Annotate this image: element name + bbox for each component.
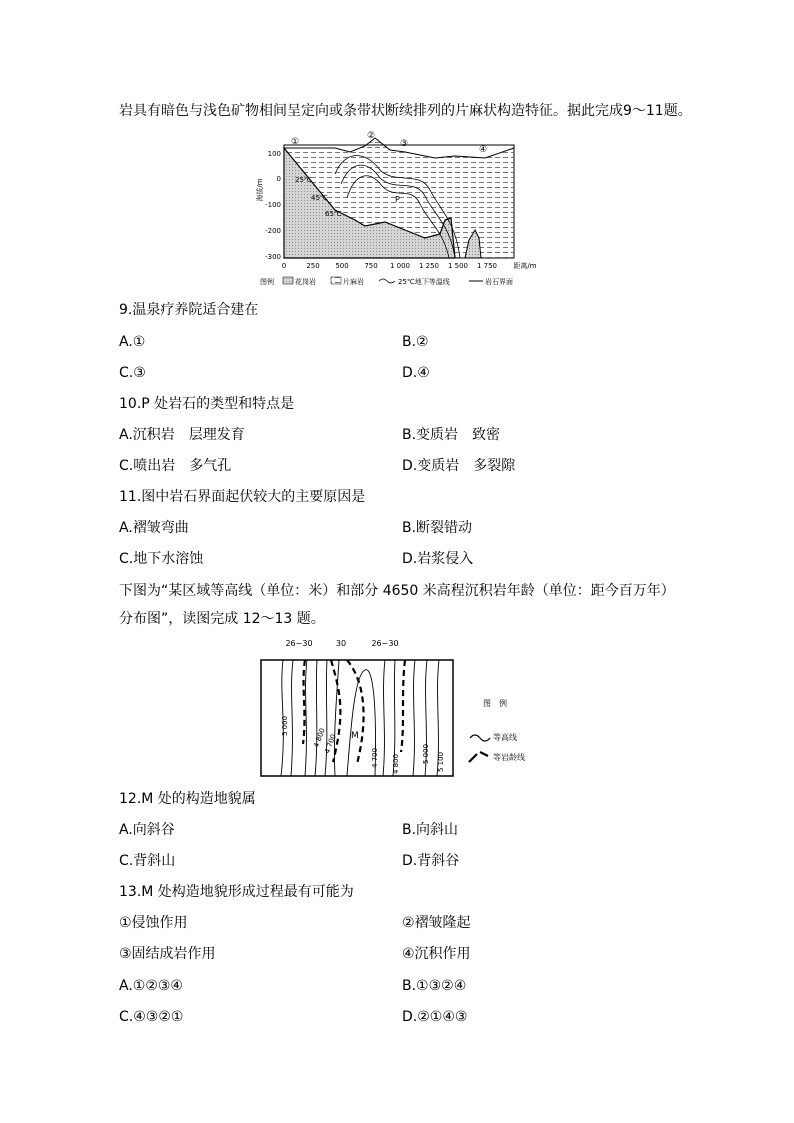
- y-axis-label: 海拔/m: [256, 178, 264, 202]
- q10-option-c[interactable]: C.喷出岩 多气孔: [119, 458, 232, 474]
- q12-option-c[interactable]: C.背斜山: [119, 853, 176, 869]
- age-label: 26~30: [285, 639, 313, 648]
- q10-option-d[interactable]: D.变质岩 多裂隙: [402, 458, 516, 474]
- q13-option-c[interactable]: C.④③②①: [119, 1009, 184, 1025]
- age-label: 26~30: [371, 639, 399, 648]
- legend-granite: 花岗岩: [295, 278, 316, 286]
- figure-cross-section: [255, 130, 545, 290]
- x-tick: 1 250: [418, 262, 440, 270]
- contour-label: 4 800: [392, 753, 400, 774]
- x-tick: 1 750: [476, 262, 498, 270]
- y-tick: -100: [265, 201, 281, 209]
- q11-option-c[interactable]: C.地下水溶蚀: [119, 551, 204, 567]
- x-tick: 0: [281, 262, 287, 270]
- marker-3: ③: [400, 139, 409, 149]
- legend-gneiss-swatch: [331, 277, 341, 284]
- q12-stem: 12.M 处的构造地貌属: [119, 791, 256, 807]
- contour-label: 4 700: [323, 733, 338, 755]
- q12-option-b[interactable]: B.向斜山: [402, 822, 459, 838]
- q13-statement-2: ②褶皱隆起: [402, 915, 471, 931]
- marker-4: ④: [479, 145, 488, 155]
- legend-contour: 等高线: [493, 733, 517, 742]
- point-p: P: [395, 195, 400, 204]
- q9-option-c[interactable]: C.③: [119, 365, 146, 381]
- q11-option-d[interactable]: D.岩浆侵入: [402, 551, 474, 567]
- legend-isotherm: 25℃地下等温线: [398, 278, 450, 286]
- contour-label: 5 000: [422, 743, 430, 764]
- isotherm-label: 45℃: [311, 194, 328, 202]
- legend-title: 图例: [260, 278, 274, 286]
- q11-option-b[interactable]: B.断裂错动: [402, 520, 473, 536]
- q13-statement-3: ③固结成岩作用: [119, 946, 216, 962]
- x-unit: 距离/m: [513, 262, 537, 270]
- q13-statement-4: ④沉积作用: [402, 946, 471, 962]
- x-tick: 250: [306, 262, 320, 270]
- contour-label: 4 800: [312, 727, 327, 749]
- contour-label: 4 700: [371, 747, 379, 768]
- q13-stem: 13.M 处构造地貌形成过程最有可能为: [119, 884, 354, 900]
- q11-option-a[interactable]: A.褶皱弯曲: [119, 520, 189, 536]
- q12-option-d[interactable]: D.背斜谷: [402, 853, 460, 869]
- figure-contour-map: [255, 634, 545, 780]
- legend-title: 图 例: [483, 699, 507, 708]
- q13-statement-1: ①侵蚀作用: [119, 915, 188, 931]
- q10-option-b[interactable]: B.变质岩 致密: [402, 427, 501, 443]
- y-tick: -300: [265, 253, 281, 261]
- x-tick: 1 000: [389, 262, 411, 270]
- marker-2: ②: [367, 131, 376, 141]
- legend-isotherm-line: [379, 279, 395, 283]
- contour-label: 5 000: [281, 715, 289, 736]
- isotherm-label: 65℃: [325, 210, 342, 218]
- legend-age-line: [469, 752, 488, 762]
- marker-1: ①: [291, 137, 300, 147]
- y-tick: -200: [265, 227, 281, 235]
- q13-option-d[interactable]: D.②①④③: [402, 1009, 468, 1025]
- intro2-line1: 下图为“某区域等高线（单位：米）和部分 4650 米高程沉积岩年龄（单位：距今百万年）: [119, 583, 675, 599]
- q9-stem: 9.温泉疗养院适合建在: [119, 302, 259, 318]
- x-tick: 1 500: [447, 262, 469, 270]
- q9-option-a[interactable]: A.①: [119, 334, 146, 350]
- q12-option-a[interactable]: A.向斜谷: [119, 822, 175, 838]
- intro-text: 岩具有暗色与浅色矿物相间呈定向或条带状断续排列的片麻状构造特征。据此完成9～11题。: [119, 103, 692, 119]
- intro2-line2: 分布图”，读图完成 12～13 题。: [119, 611, 325, 627]
- q13-option-a[interactable]: A.①②③④: [119, 978, 183, 994]
- contour-label: 5 100: [437, 751, 445, 772]
- q9-option-b[interactable]: B.②: [402, 334, 429, 350]
- legend-boundary: 岩石界面: [485, 278, 513, 286]
- q13-option-b[interactable]: B.①③②④: [402, 978, 467, 994]
- age-label: 30: [335, 639, 347, 648]
- x-tick: 500: [335, 262, 349, 270]
- q10-stem: 10.P 处岩石的类型和特点是: [119, 396, 295, 412]
- x-tick: 750: [364, 262, 378, 270]
- isotherm-label: 25℃: [295, 176, 312, 184]
- point-m: M: [351, 731, 359, 741]
- y-tick: 100: [267, 150, 281, 158]
- y-tick: 0: [276, 175, 281, 183]
- q10-option-a[interactable]: A.沉积岩 层理发育: [119, 427, 245, 443]
- q9-option-d[interactable]: D.④: [402, 365, 430, 381]
- legend-age: 等岩龄线: [493, 753, 525, 762]
- legend-contour-line: [470, 735, 490, 741]
- legend-granite-swatch: [283, 277, 293, 284]
- q11-stem: 11.图中岩石界面起伏较大的主要原因是: [119, 489, 366, 505]
- legend-gneiss: 片麻岩: [343, 278, 364, 286]
